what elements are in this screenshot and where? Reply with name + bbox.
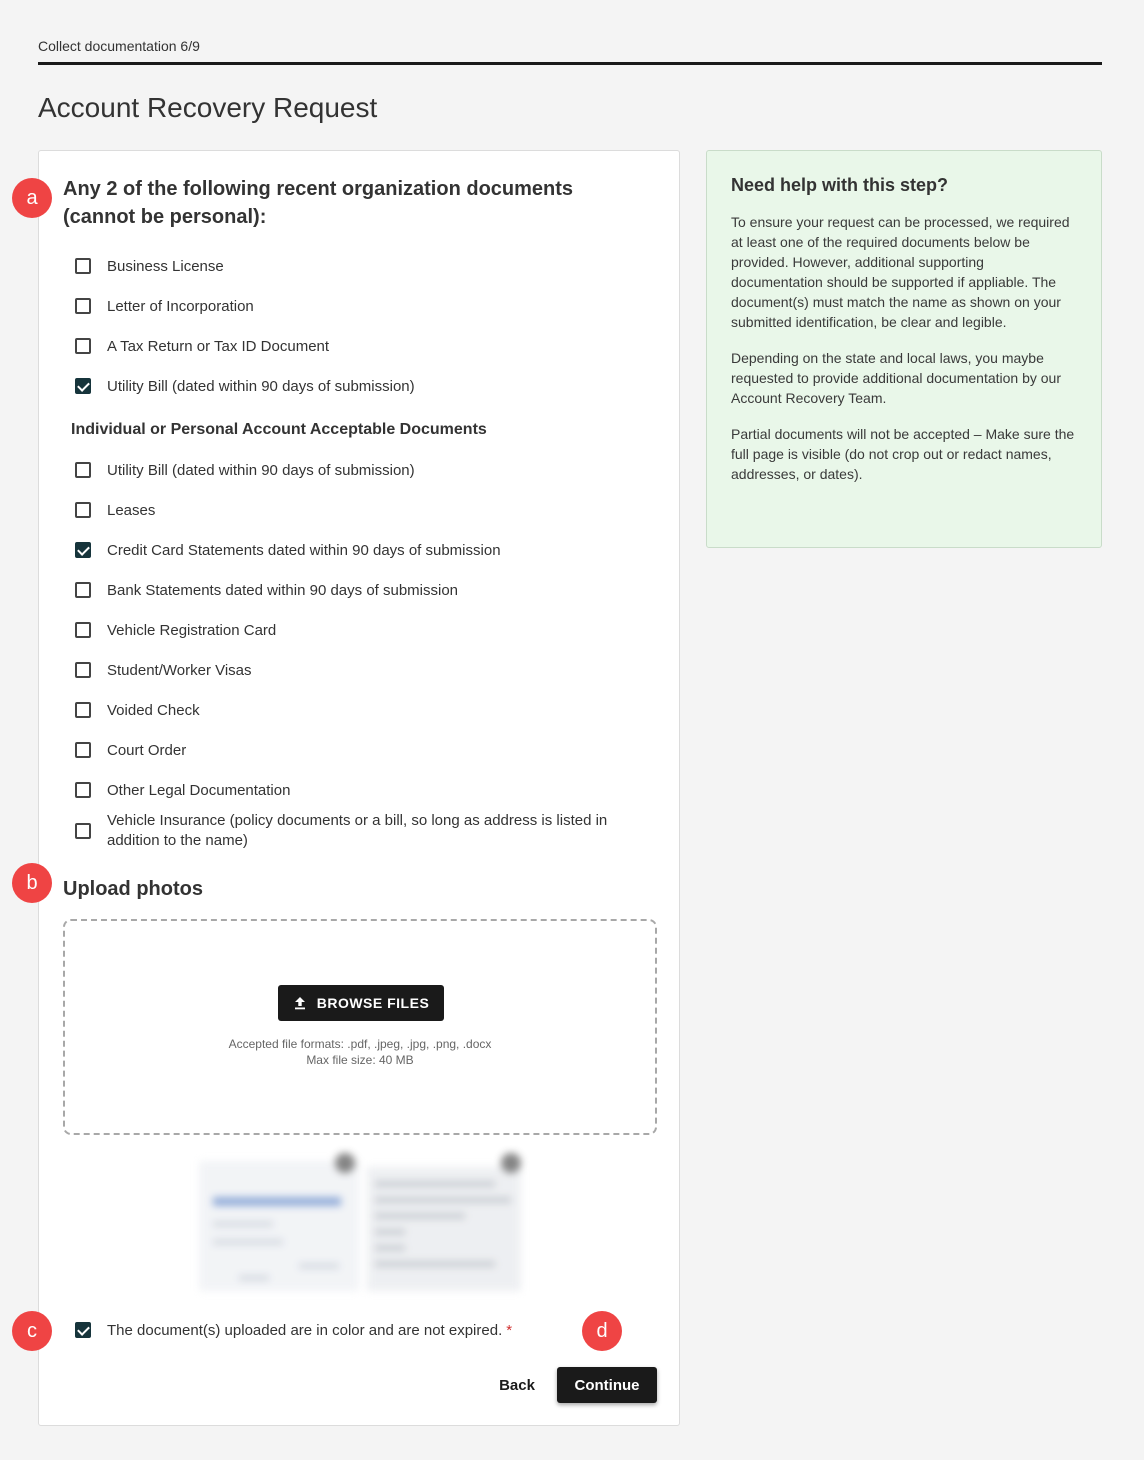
confirmation-text: The document(s) uploaded are in color and are not expired. — [107, 1322, 503, 1339]
help-panel — [706, 150, 1102, 548]
continue-button[interactable]: Continue — [557, 1367, 657, 1403]
page-title: Account Recovery Request — [38, 92, 378, 123]
checkbox[interactable] — [75, 782, 91, 798]
checkbox[interactable] — [75, 742, 91, 758]
personal-doc-court-order[interactable] — [75, 741, 645, 761]
checkbox[interactable] — [75, 662, 91, 678]
checkbox-label: Other Legal Documentation — [107, 782, 291, 799]
personal-doc-vehicle-insurance[interactable] — [75, 811, 645, 851]
confirmation-checkbox-row[interactable] — [75, 1321, 645, 1341]
browse-files-button[interactable] — [278, 985, 444, 1021]
checkbox-label: Vehicle Insurance (policy documents or a bill, so long as address is listed in addition to the name) — [107, 812, 608, 849]
max-file-size-text: Max file size: 40 MB — [306, 1053, 414, 1067]
checkbox[interactable] — [75, 338, 91, 354]
accepted-formats-text: Accepted file formats: .pdf, .jpeg, .jpg, .png, .docx — [228, 1037, 492, 1051]
documentation-form — [38, 150, 680, 1426]
checkbox[interactable] — [75, 378, 91, 394]
checkbox-label: Vehicle Registration Card — [107, 622, 277, 639]
personal-doc-voided-check[interactable] — [75, 701, 645, 721]
org-documents-heading: Any 2 of the following recent organization documents (cannot be personal): — [63, 178, 574, 228]
progress-rule — [38, 62, 1102, 65]
checkbox-label: Court Order — [107, 742, 187, 759]
annotation-marker-c: c — [12, 1311, 52, 1351]
checkbox-label: A Tax Return or Tax ID Document — [107, 338, 330, 355]
help-paragraph: To ensure your request can be processed, we required at least one of the required documents below be provided. However, additional supporting documentation should be supported if appliable. The document(s) must match the name as shown on your submitted identification, be clear and legible. — [731, 214, 1070, 330]
help-paragraph: Partial documents will not be accepted – Make sure the full page is visible (do not crop out or redact names, addresses, or dates). — [731, 426, 1075, 482]
personal-doc-other-legal[interactable] — [75, 781, 645, 801]
checkbox-label: Credit Card Statements dated within 90 days of submission — [107, 542, 501, 559]
uploaded-files-preview — [199, 1151, 523, 1293]
annotation-marker-d: d — [582, 1311, 622, 1351]
checkbox[interactable] — [75, 502, 91, 518]
checkbox[interactable] — [75, 542, 91, 558]
personal-doc-visas[interactable] — [75, 661, 645, 681]
checkbox[interactable] — [75, 582, 91, 598]
personal-doc-leases[interactable] — [75, 501, 645, 521]
checkbox-label: Leases — [107, 502, 156, 519]
checkbox[interactable] — [75, 702, 91, 718]
org-doc-business-license[interactable] — [75, 257, 645, 277]
checkbox[interactable] — [75, 258, 91, 274]
personal-doc-credit-card-statements[interactable] — [75, 541, 645, 561]
org-doc-utility-bill[interactable] — [75, 377, 645, 397]
step-indicator: Collect documentation 6/9 — [38, 38, 200, 54]
personal-documents-heading: Individual or Personal Account Acceptable Documents — [71, 421, 487, 438]
checkbox-label: Student/Worker Visas — [107, 662, 252, 679]
checkbox-label: Letter of Incorporation — [107, 298, 254, 315]
upload-icon — [293, 996, 307, 1010]
checkbox[interactable] — [75, 1322, 91, 1338]
required-marker: * — [506, 1322, 513, 1339]
help-title: Need help with this step? — [731, 175, 949, 195]
checkbox-label: Business License — [107, 258, 224, 275]
upload-photos-heading: Upload photos — [63, 878, 203, 900]
browse-files-label: BROWSE FILES — [316, 995, 430, 1011]
checkbox[interactable] — [75, 462, 91, 478]
personal-doc-utility-bill[interactable] — [75, 461, 645, 481]
org-doc-tax-return[interactable] — [75, 337, 645, 357]
checkbox-label: Voided Check — [107, 702, 200, 719]
annotation-marker-a: a — [12, 178, 52, 218]
checkbox[interactable] — [75, 622, 91, 638]
help-paragraph: Depending on the state and local laws, you maybe requested to provide additional documentation by our Account Recovery Team. — [731, 350, 1061, 406]
checkbox[interactable] — [75, 823, 91, 839]
file-dropzone[interactable] — [63, 919, 657, 1135]
checkbox-label: Bank Statements dated within 90 days of submission — [107, 582, 459, 599]
checkbox[interactable] — [75, 298, 91, 314]
personal-doc-vehicle-registration[interactable] — [75, 621, 645, 641]
org-doc-letter-of-incorporation[interactable] — [75, 297, 645, 317]
personal-doc-bank-statements[interactable] — [75, 581, 645, 601]
checkbox-label: Utility Bill (dated within 90 days of submission) — [107, 462, 415, 479]
back-button[interactable]: Back — [479, 1367, 555, 1403]
confirmation-label — [107, 1321, 512, 1341]
annotation-marker-b: b — [12, 863, 52, 903]
checkbox-label: Utility Bill (dated within 90 days of submission) — [107, 378, 415, 395]
